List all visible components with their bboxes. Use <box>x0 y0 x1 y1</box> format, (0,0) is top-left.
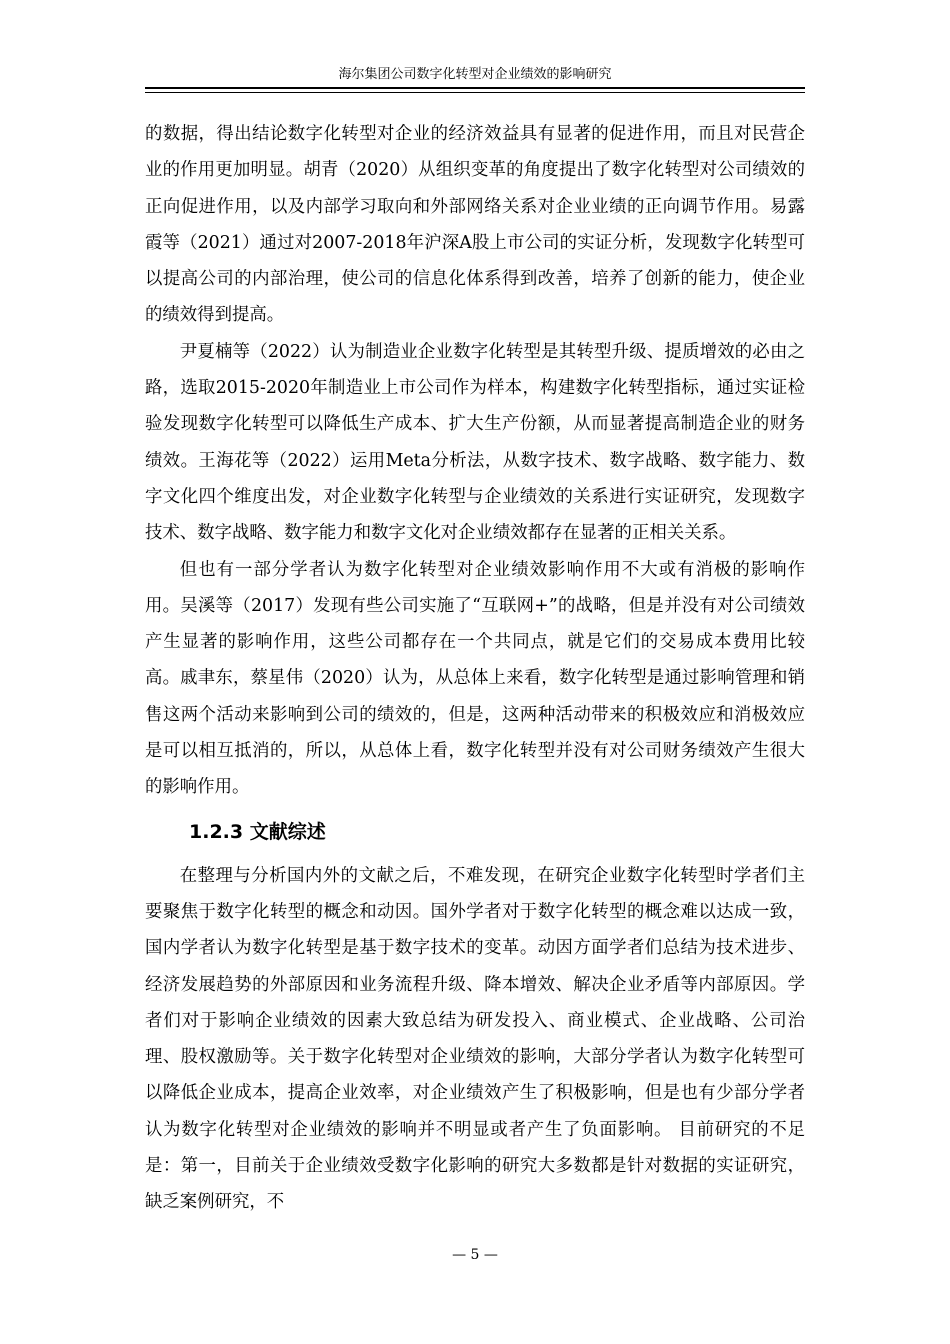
header-rule-thin <box>145 92 805 93</box>
running-header: 海尔集团公司数字化转型对企业绩效的影响研究 <box>338 67 612 82</box>
paragraph-yin-xianan: 尹夏楠等（2022）认为制造业企业数字化转型是其转型升级、提质增效的必由之路，选取2015-2020年制造业上市公司作为样本，构建数字化转型指标，通过实证检验发现数字化转型可以降低生产成本、扩大生产份额，从而显著提高制造企业的财务绩效。王海花等（2022）运用Meta分析法，从数字技术、数字战略、数字能力、数字文化四个维度出发，对企业数字化转型与企业绩效的关系进行实证研究，发现数字技术、数字战略、数字能力和数字文化对企业绩效都存在显著的正相关关系。 <box>145 341 805 544</box>
paragraph-continued: 的数据，得出结论数字化转型对企业的经济效益具有显著的促进作用，而且对民营企业的作用更加明显。胡青（2020）从组织变革的角度提出了数字化转型对公司绩效的正向促进作用，以及内部学习取向和外部网络关系对企业业绩的正向调节作用。易露霞等（2021）通过对2007-2018年沪深A股上市公司的实证分析，发现数字化转型可以提高公司的内部治理，使公司的信息化体系得到改善，培养了创新的能力，使企业的绩效得到提高。 <box>145 124 805 326</box>
page-number: — 5 — <box>452 1247 498 1263</box>
header-rule-thick <box>145 87 805 89</box>
paragraph-negative-views: 但也有一部分学者认为数字化转型对企业绩效影响作用不大或有消极的影响作用。吴溪等（2017）发现有些公司实施了“互联网+”的战略，但是并没有对公司绩效产生显著的影响作用，这些公司都存在一个共同点，就是它们的交易成本费用比较高。戚聿东，蔡星伟（2020）认为，从总体上来看，数字化转型是通过影响管理和销售这两个活动来影响到公司的绩效的，但是，这两种活动带来的积极效应和消极效应是可以相互抵消的，所以，从总体上看，数字化转型并没有对公司财务绩效产生很大的影响作用。 <box>145 559 805 798</box>
section-heading-literature-review: 1.2.3 文献综述 <box>189 820 326 843</box>
main-body <box>145 116 805 1221</box>
paragraph-literature-review: 在整理与分析国内外的文献之后，不难发现，在研究企业数字化转型时学者们主要聚焦于数字化转型的概念和动因。国外学者对于数字化转型的概念难以达成一致，国内学者认为数字化转型是基于数字技术的变革。动因方面学者们总结为技术进步、经济发展趋势的外部原因和业务流程升级、降本增效、解决企业矛盾等内部原因。学者们对于影响企业绩效的因素大致总结为研发投入、商业模式、企业战略、公司治理、股权激励等。关于数字化转型对企业绩效的影响，大部分学者认为数字化转型可以降低企业成本，提高企业效率，对企业绩效产生了积极影响，但是也有少部分学者认为数字化转型对企业绩效的影响并不明显或者产生了负面影响。 目前研究的不足是：第一，目前关于企业绩效受数字化影响的研究大多数都是针对数据的实证研究，缺乏案例研究，不 <box>145 865 805 1213</box>
